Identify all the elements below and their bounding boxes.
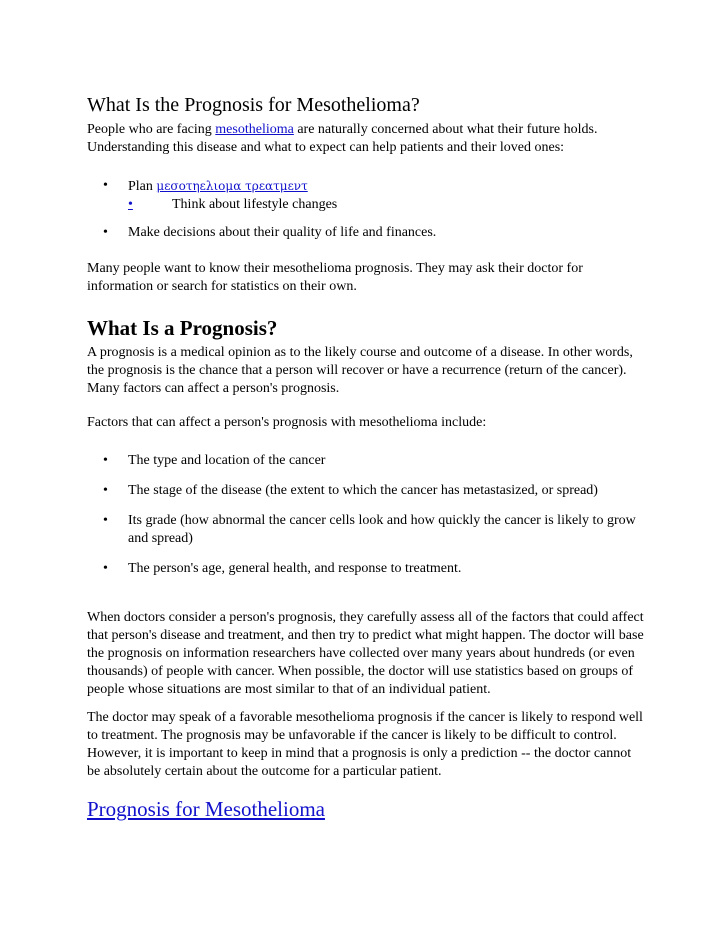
bullet-icon: • [103,225,108,240]
bullet-icon: • [103,561,108,576]
definition-paragraph: A prognosis is a medical opinion as to the likely course and outcome of a disease. In other words, the prognosis is the chance that a person will recover or have a recurrence (return of the cancer). Many factors can affect a person's prognosis. [87,345,633,396]
list-item-factor [87,482,647,500]
favorable-prognosis-paragraph: The doctor may speak of a favorable mesothelioma prognosis if the cancer is likely to respond well to treatment. The prognosis may be unfavorable if the cancer is likely to be difficult to control. However, it is important to keep in mind that a prognosis is only a prediction -- the doctor cannot be absolutely certain about the outcome for a particular patient. [87,710,643,779]
bullet-icon: • [103,178,108,193]
factor-text: The stage of the disease (the extent to which the cancer has metastasized, or spread) [128,483,598,498]
list-item-decisions [87,224,647,242]
list-item-factor [87,452,647,470]
doctors-assessment-paragraph: When doctors consider a person's prognosis, they carefully assess all of the factors that could affect that person's disease and treatment, and then try to predict what might happen. The doctor will base the prognosis on information researchers have collected over many years about hundreds (or even thousands) of people with cancer. When possible, the doctor will use statistics based on groups of people whose situations are most similar to that of an individual patient. [87,610,644,697]
intro-text-after: are naturally concerned about what their future holds. Understanding this disease and what to expect can help patients and their loved ones: [87,122,598,155]
needs-list [87,177,647,242]
plan-label: Plan [128,179,157,194]
intro-paragraph [87,121,647,157]
list-item-plan [87,177,647,214]
document-page [87,93,647,822]
bullet-icon: • [103,513,108,528]
factor-text: The type and location of the cancer [128,453,326,468]
sub-bullet-link[interactable]: • [128,197,133,212]
prognosis-heading-link-wrapper [87,797,647,822]
prognosis-interest-paragraph: Many people want to know their mesothelioma prognosis. They may ask their doctor for information or search for statistics on their own. [87,261,583,294]
bullet-icon: • [103,483,108,498]
factor-text: The person's age, general health, and response to treatment. [128,561,462,576]
mesothelioma-link[interactable]: mesothelioma [215,122,294,137]
factor-text: Its grade (how abnormal the cancer cells look and how quickly the cancer is likely to grow and spread) [128,513,636,546]
bullet-icon: • [103,453,108,468]
list-item-factor [87,512,647,548]
section-heading-what-is-prognosis: What Is a Prognosis? [87,316,278,340]
greek-treatment-link[interactable]: μεσοτηελιομα τρεατμεντ [156,179,308,193]
factors-list [87,452,647,578]
factors-intro-paragraph: Factors that can affect a person's prognosis with mesothelioma include: [87,415,487,430]
sub-list-item [128,196,647,214]
decisions-text: Make decisions about their quality of life and finances. [128,225,437,240]
prognosis-for-mesothelioma-link[interactable]: Prognosis for Mesothelioma [87,797,325,821]
intro-text-before: People who are facing [87,122,216,137]
list-item-factor [87,560,647,578]
lifestyle-text: Think about lifestyle changes [172,197,338,212]
page-title: What Is the Prognosis for Mesothelioma? [87,94,420,116]
